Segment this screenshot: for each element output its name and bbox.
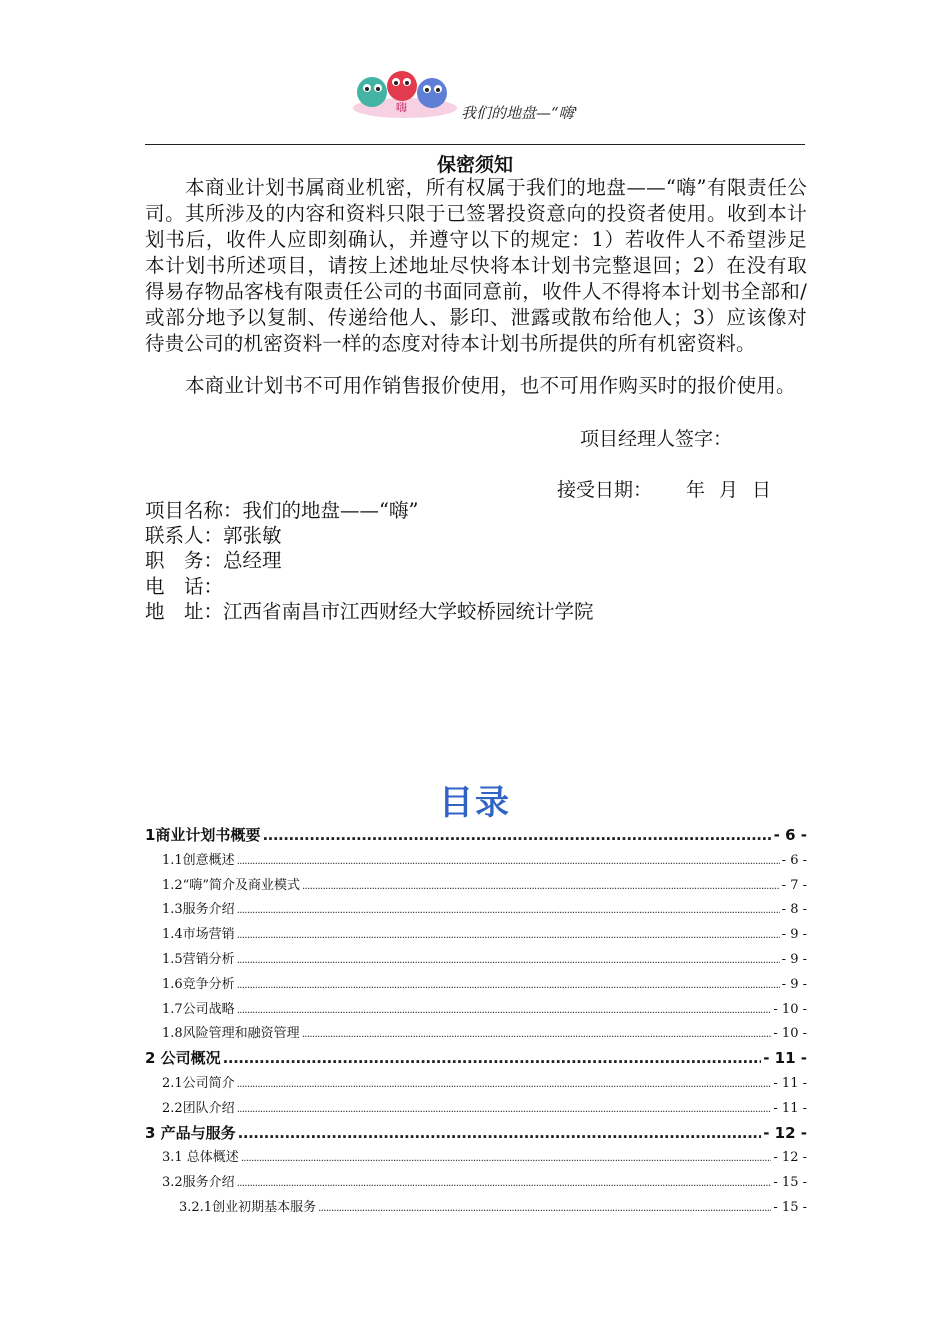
toc-entry[interactable] xyxy=(145,998,807,1023)
toc-entry-text: 1.4市场营销 xyxy=(162,927,235,943)
toc-entry[interactable] xyxy=(145,1196,807,1221)
toc-entry-text: 1.1创意概述 xyxy=(162,852,235,868)
toc-entry-text: 3.1 总体概述 xyxy=(162,1150,239,1166)
toc-entry-text: 1.3服务介绍 xyxy=(162,902,235,918)
toc-entry-text: 2 公司概况 xyxy=(145,1049,221,1068)
toc-entry[interactable] xyxy=(145,923,807,948)
toc-entry[interactable] xyxy=(145,1097,807,1122)
info-value: 总经理 xyxy=(223,549,282,572)
toc-entry-page: - 10 - xyxy=(773,1026,807,1042)
phone-row xyxy=(145,574,223,600)
toc-entry[interactable] xyxy=(145,824,807,849)
toc-entry-page: - 10 - xyxy=(773,1001,807,1017)
toc-entry-page: - 8 - xyxy=(781,902,807,918)
logo-text: 嗨 xyxy=(396,101,407,114)
toc-entry-page: - 9 - xyxy=(781,927,807,943)
toc-entry-text: 1商业计划书概要 xyxy=(145,826,261,844)
info-value: 我们的地盘——“嗨” xyxy=(242,499,419,522)
toc-entry-page: - 7 - xyxy=(781,877,807,893)
toc-entry[interactable] xyxy=(145,849,807,874)
confidentiality-paragraph-2: 本商业计划书不可用作销售报价使用，也不可用作购买时的报价使用。 xyxy=(184,374,796,397)
toc-entry[interactable] xyxy=(145,874,807,899)
toc-entry[interactable] xyxy=(145,948,807,973)
toc-entry[interactable] xyxy=(145,1146,807,1171)
toc-entry-text: 3.2服务介绍 xyxy=(162,1175,235,1191)
toc-entry-text: 1.5营销分析 xyxy=(162,951,235,967)
toc-entry-text: 3 产品与服务 xyxy=(145,1123,236,1142)
toc-entry-text: 2.1公司简介 xyxy=(162,1075,235,1091)
toc-entry-page: - 12 - xyxy=(763,1123,807,1142)
info-label: 地 址： xyxy=(145,600,224,623)
toc-entry[interactable] xyxy=(145,898,807,923)
acceptance-date-label: 接受日期： xyxy=(557,479,653,501)
date-year: 年 xyxy=(686,479,706,501)
toc-entry-page: - 9 - xyxy=(781,951,807,967)
info-value: 江西省南昌市江西财经大学蛟桥园统计学院 xyxy=(223,600,594,623)
toc-entry-text: 2.2团队介绍 xyxy=(162,1100,235,1116)
header-tagline: 我们的地盘—“嗨' xyxy=(461,104,578,122)
toc-entry-page: - 6 - xyxy=(773,826,807,844)
toc-entry[interactable] xyxy=(145,1171,807,1196)
logo-icon xyxy=(350,68,460,120)
toc-entry-text: 1.7公司战略 xyxy=(162,1001,235,1017)
confidentiality-title: 保密须知 xyxy=(436,154,513,176)
toc-entry-page: - 15 - xyxy=(773,1199,807,1215)
toc-entry-page: - 15 - xyxy=(773,1175,807,1191)
toc-entry-page: - 11 - xyxy=(773,1100,807,1116)
page-header xyxy=(145,62,805,145)
position-row xyxy=(145,548,282,574)
address-row xyxy=(145,599,594,625)
date-day: 日 xyxy=(752,479,772,501)
info-value: 郭张敏 xyxy=(223,524,282,547)
info-label: 电 话： xyxy=(145,575,224,598)
date-month: 月 xyxy=(719,479,739,501)
toc-entry-text: 1.2“嗨”简介及商业模式 xyxy=(162,877,300,893)
toc-entry-page: - 6 - xyxy=(781,852,807,868)
info-label: 项目名称： xyxy=(145,499,243,522)
info-label: 职 务： xyxy=(145,549,224,572)
toc-entry[interactable] xyxy=(145,973,807,998)
toc-entry-page: - 12 - xyxy=(773,1150,807,1166)
table-of-contents xyxy=(145,824,807,1221)
toc-entry-page: - 11 - xyxy=(763,1049,807,1068)
toc-entry-text: 3.2.1创业初期基本服务 xyxy=(179,1199,317,1215)
project-name-row xyxy=(145,498,418,524)
toc-entry[interactable] xyxy=(145,1122,807,1147)
toc-entry-text: 1.6竞争分析 xyxy=(162,976,235,992)
toc-entry[interactable] xyxy=(145,1022,807,1047)
toc-title: 目录 xyxy=(439,783,511,823)
acceptance-date-line xyxy=(557,475,771,502)
info-label: 联系人： xyxy=(145,524,224,547)
confidentiality-paragraph-1: 本商业计划书属商业机密，所有权属于我们的地盘——“嗨”有限责任公司。其所涉及的内容和资料只限于已签署投资意向的投资者使用。收到本计划书后，收件人应即刻确认，并遵守以下的规定：1）若收件人不希望涉足本计划书所述项目，请按上述地址尽快将本计划书完整退回；2）在没有取得易存物品客栈有限责任公司的书面同意前，收件人不得将本计划书全部和/或部分地予以复制、传递给他人、影印、泄露或散布给他人；3）应该像对待贵公司的机密资料一样的态度对待本计划书所提供的所有机密资料。 xyxy=(145,176,807,355)
toc-entry[interactable] xyxy=(145,1072,807,1097)
toc-entry-page: - 11 - xyxy=(773,1075,807,1091)
manager-signature-label: 项目经理人签字： xyxy=(580,428,733,450)
toc-entry-page: - 9 - xyxy=(781,976,807,992)
toc-entry[interactable] xyxy=(145,1047,807,1072)
contact-person-row xyxy=(145,523,282,549)
toc-entry-text: 1.8风险管理和融资管理 xyxy=(162,1026,300,1042)
